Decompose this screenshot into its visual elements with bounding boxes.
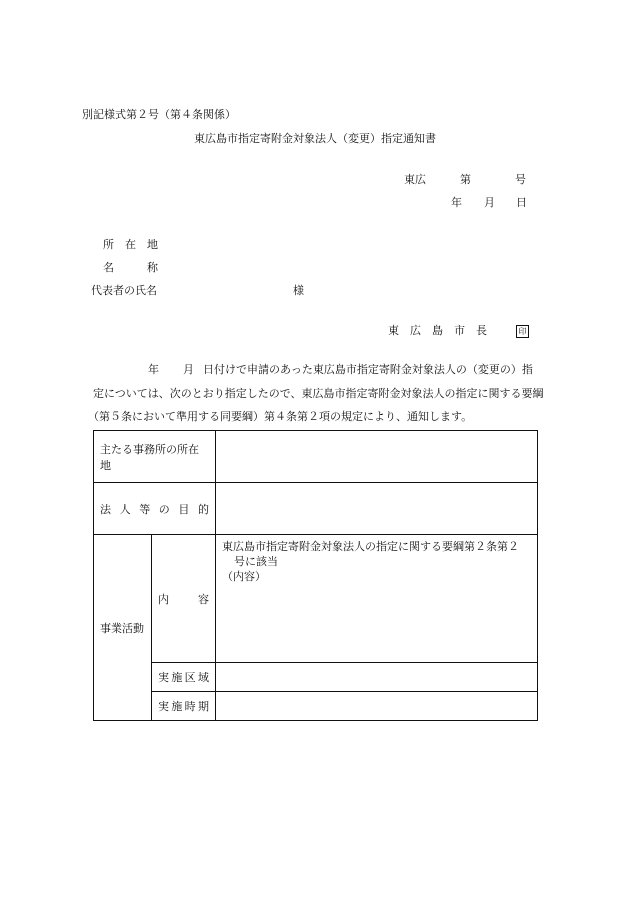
- date-month: 月: [484, 196, 495, 209]
- doc-number-dai: 第: [460, 173, 471, 186]
- body-month: 月: [183, 363, 194, 376]
- seal-stamp: 印: [516, 324, 529, 338]
- period-row: [94, 692, 538, 721]
- content-text-3: （内容）: [222, 570, 266, 583]
- date-year: 年: [451, 196, 462, 209]
- body-line-3: （第５条において準用する同要綱）第４条第２項の規定により、通知します。: [88, 410, 473, 423]
- purpose-label: 法 人 等 の 目 的: [94, 483, 216, 535]
- doc-number-go: 号: [515, 173, 526, 186]
- designation-table: [93, 430, 538, 721]
- office-row: [94, 431, 538, 483]
- body-year: 年: [148, 363, 159, 376]
- purpose-value: [216, 483, 538, 535]
- office-label: 主たる事務所の所在地: [94, 431, 216, 483]
- area-row: [94, 663, 538, 692]
- form-number: 別記様式第２号（第４条関係）: [82, 108, 236, 121]
- period-value: [216, 692, 538, 721]
- body-line-2: 定については、次のとおり指定したので、東広島市指定寄附金対象法人の指定に関する要綱: [93, 387, 544, 400]
- representative-label: 代表者の氏名: [91, 284, 157, 297]
- body-line-1: 日付けで申請のあった東広島市指定寄附金対象法人の（変更の）指: [203, 363, 533, 376]
- honorific: 様: [293, 284, 304, 297]
- name-label: 名 称: [103, 261, 158, 274]
- content-label: 内 容: [152, 535, 216, 663]
- activity-label: 事業活動: [94, 535, 152, 721]
- address-label: 所 在 地: [103, 238, 158, 251]
- period-label: 実 施 時 期: [152, 692, 216, 721]
- content-value: [216, 535, 538, 663]
- doc-number-prefix: 東広: [404, 173, 426, 186]
- date-day: 日: [516, 196, 527, 209]
- office-value: [216, 431, 538, 483]
- content-text-2: 号に該当: [234, 555, 278, 568]
- purpose-row: [94, 483, 538, 535]
- area-value: [216, 663, 538, 692]
- content-text-1: 東広島市指定寄附金対象法人の指定に関する要綱第２条第２: [222, 540, 519, 553]
- issuer-name: 東 広 島 市 長: [388, 324, 487, 337]
- area-label: 実 施 区 域: [152, 663, 216, 692]
- activity-content-row: [94, 535, 538, 663]
- document-title: 東広島市指定寄附金対象法人（変更）指定通知書: [194, 132, 436, 145]
